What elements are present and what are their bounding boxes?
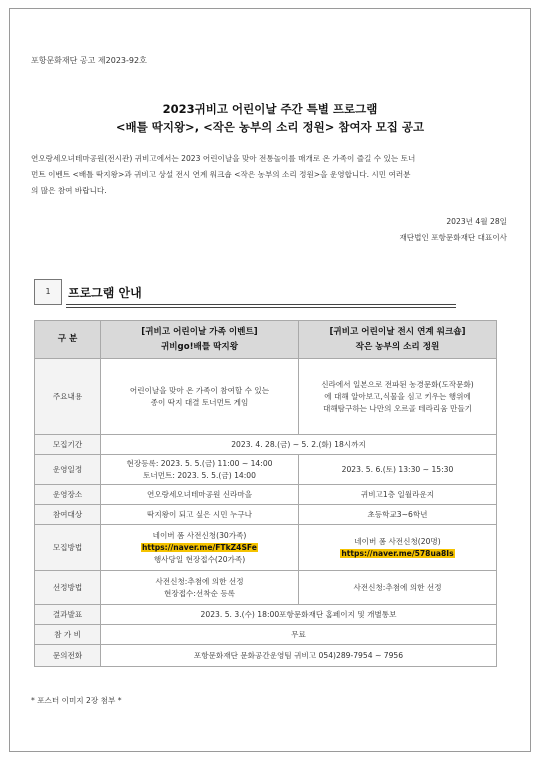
method-program-1: [101, 525, 299, 571]
header-program-2-name: 작은 농부의 소리 정원: [355, 341, 440, 352]
notice-date: 2023년 4월 28일: [446, 217, 507, 226]
target-program-2: 초등학교3~6학년: [299, 505, 497, 525]
row-label: 모집방법: [35, 525, 101, 571]
section-underline: [66, 304, 456, 305]
table-row: [35, 485, 497, 505]
method-text: 네이버 폼 사전신청(20명): [354, 536, 441, 546]
body-text-line: 먼트 이벤트 <배틀 딱지왕>과 귀비고 상설 전시 연계 워크숍 <작은 농부의 소리 정원>을 운영합니다. 시민 여러분: [31, 170, 411, 179]
method-text: 행사당일 현장접수(20가족): [153, 554, 246, 564]
header-program-2: [299, 321, 497, 359]
target-program-1: 딱지왕이 되고 싶은 시민 누구나: [101, 505, 299, 525]
row-label: 운영일정: [35, 455, 101, 485]
schedule-program-2: 2023. 5. 6.(토) 13:30 ~ 15:30: [299, 455, 497, 485]
table-row: [35, 605, 497, 625]
row-label: 운영장소: [35, 485, 101, 505]
title-line-2: <배틀 딱지왕>, <작은 농부의 소리 정원> 참여자 모집 공고: [115, 120, 425, 134]
schedule-text: 토너먼트: 2023. 5. 5.(금) 14:00: [143, 470, 256, 480]
table-row: [35, 435, 497, 455]
header-program-2-category: [귀비고 어린이날 전시 연계 워크숍]: [329, 326, 466, 337]
body-text-line: 연오랑세오녀테마공원(전시관) 귀비고에서는 2023 어린이날을 맞아 전통놀이를 매개로 온 가족이 즐길 수 있는 토너: [31, 154, 416, 163]
content-text: 신라에서 일본으로 전파된 농경문화(도작문화): [321, 379, 474, 389]
header-program-1: [101, 321, 299, 359]
fee-value: 무료: [101, 625, 497, 645]
header-program-1-category: [귀비고 어린이날 가족 이벤트]: [141, 326, 258, 337]
content-text: 대해탐구하는 나만의 오르골 테라리움 만들기: [322, 403, 473, 413]
row-label: 선정방법: [35, 571, 101, 605]
notice-number: 포항문화재단 공고 제2023-92호: [31, 56, 147, 65]
selection-text: 현장접수:선착순 등록: [164, 588, 235, 598]
row-label: 주요내용: [35, 359, 101, 435]
header-label: 구 분: [35, 321, 101, 359]
content-text: 종이 딱지 대결 토너먼트 게임: [150, 397, 249, 407]
table-row: [35, 645, 497, 667]
result-value: 2023. 5. 3.(수) 18:00포항문화재단 홈페이지 및 개별통보: [101, 605, 497, 625]
program-table: [34, 320, 497, 667]
row-label: 참 가 비: [35, 625, 101, 645]
table-row: [35, 505, 497, 525]
method-text: 네이버 폼 사전신청(30가족): [152, 530, 247, 540]
schedule-text: 현장등록: 2023. 5. 5.(금) 11:00 ~ 14:00: [126, 458, 273, 468]
table-row: [35, 455, 497, 485]
content-text: 어린이날을 맞아 온 가족이 참여할 수 있는: [129, 385, 270, 395]
content-program-2: [299, 359, 497, 435]
signup-link[interactable]: https://naver.me/FTkZ4SFe: [142, 542, 257, 552]
table-header-row: [35, 321, 497, 359]
signup-link[interactable]: https://naver.me/578ua8Is: [341, 548, 454, 558]
body-text-line: 의 많은 참여 바랍니다.: [31, 186, 107, 195]
section-number: 1: [34, 279, 62, 305]
section-underline: [66, 307, 456, 308]
content-text: 에 대해 알아보고,식물을 심고 키우는 행위에: [324, 391, 471, 401]
recruit-period-value: 2023. 4. 28.(금) ~ 5. 2.(화) 18시까지: [101, 435, 497, 455]
row-label: 문의전화: [35, 645, 101, 667]
table-row: [35, 625, 497, 645]
row-label: 참여대상: [35, 505, 101, 525]
contact-value: 포항문화재단 문화공간운영팀 귀비고 054)289-7954 ~ 7956: [101, 645, 497, 667]
selection-program-2: 사전신청:추첨에 의한 선정: [299, 571, 497, 605]
selection-text: 사전신청:추첨에 의한 선정: [155, 576, 244, 586]
method-program-2: [299, 525, 497, 571]
table-row: [35, 571, 497, 605]
section-title: 프로그램 안내: [68, 286, 142, 300]
header-program-1-name: 귀비go!배틀 딱지왕: [160, 341, 239, 352]
issuer: 재단법인 포항문화재단 대표이사: [399, 233, 507, 242]
footnote: * 포스터 이미지 2장 첨부 *: [31, 696, 122, 705]
row-label: 결과발표: [35, 605, 101, 625]
row-label: 모집기간: [35, 435, 101, 455]
venue-program-1: 연오랑세오녀테마공원 신라마을: [101, 485, 299, 505]
content-program-1: [101, 359, 299, 435]
table-row: [35, 525, 497, 571]
title-line-1: 2023귀비고 어린이날 주간 특별 프로그램: [162, 102, 378, 116]
selection-program-1: [101, 571, 299, 605]
table-row: [35, 359, 497, 435]
schedule-program-1: [101, 455, 299, 485]
venue-program-2: 귀비고1층 일월라운지: [299, 485, 497, 505]
